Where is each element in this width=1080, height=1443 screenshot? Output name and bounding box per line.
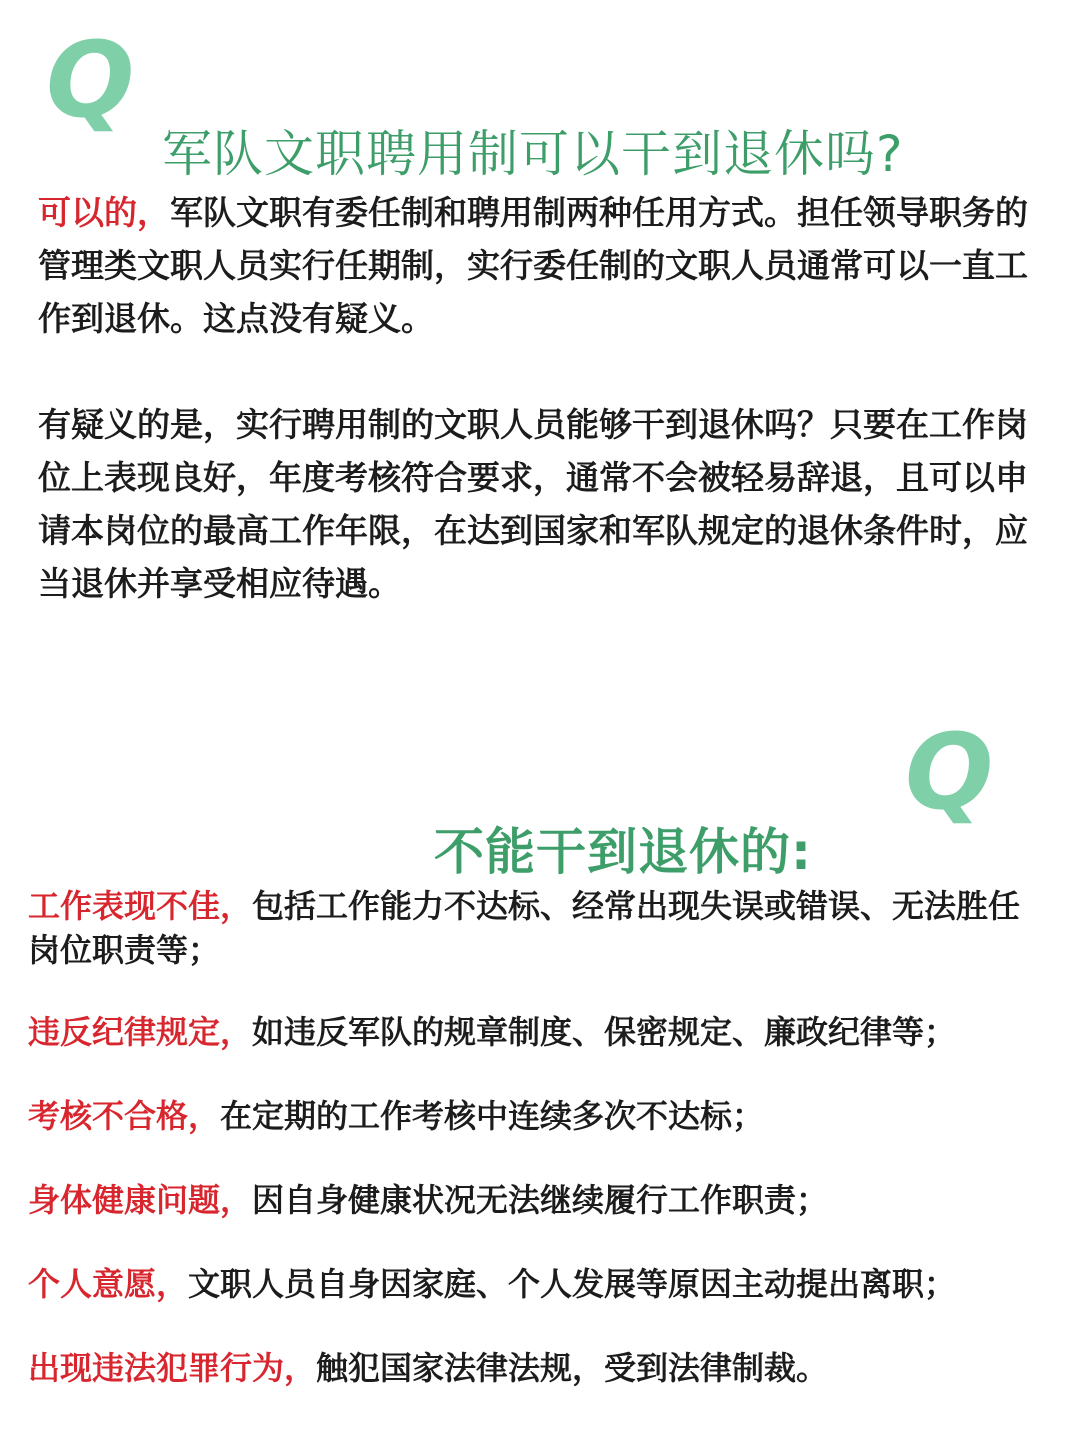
reason-label: 工作表现不佳，	[28, 887, 253, 925]
reason-item	[28, 1178, 1048, 1222]
section-title: 不能干到退休的:	[434, 822, 812, 881]
reason-text: 在定期的工作考核中连续多次不达标；	[220, 1097, 765, 1135]
reason-text: 包括工作能力不达标、经常出现失误或错误、无法胜任岗位职责等；	[28, 887, 1021, 969]
reason-list	[28, 884, 1048, 1430]
reason-label: 违反纪律规定，	[28, 1013, 253, 1051]
intro-highlight: 可以的，	[38, 193, 170, 232]
reason-text: 如违反军队的规章制度、保密规定、廉政纪律等；	[252, 1013, 957, 1051]
reason-text: 因自身健康状况无法继续履行工作职责；	[252, 1181, 829, 1219]
reason-label: 身体健康问题，	[28, 1181, 253, 1219]
q-badge-icon: Q	[905, 711, 994, 833]
reason-item	[28, 1346, 1048, 1390]
intro-text: 军队文职有委任制和聘用制两种任用方式。担任领导职务的管理类文职人员实行任期制，实行委任制的文职人员通常可以一直工作到退休。这点没有疑义。	[38, 193, 1028, 338]
reason-item	[28, 1010, 1048, 1054]
reason-item	[28, 1094, 1048, 1138]
q-badge-icon: Q	[46, 19, 135, 141]
reason-label: 个人意愿，	[28, 1265, 189, 1303]
reason-item	[28, 884, 1048, 972]
question-paragraph: 有疑义的是，实行聘用制的文职人员能够干到退休吗？只要在工作岗位上表现良好，年度考核符合要求，通常不会被轻易辞退，且可以申请本岗位的最高工作年限，在达到国家和军队规定的退休条件时，应当退休并享受相应待遇。	[38, 405, 1028, 603]
reason-item	[28, 1262, 1048, 1306]
reason-text: 触犯国家法律法规，受到法律制裁。	[316, 1349, 829, 1387]
reason-label: 考核不合格，	[28, 1097, 221, 1135]
reason-text: 文职人员自身因家庭、个人发展等原因主动提出离职；	[188, 1265, 957, 1303]
page-title: 军队文职聘用制可以干到退休吗?	[162, 124, 904, 183]
intro-paragraph	[38, 186, 1033, 345]
reason-label: 出现违法犯罪行为，	[28, 1349, 317, 1387]
